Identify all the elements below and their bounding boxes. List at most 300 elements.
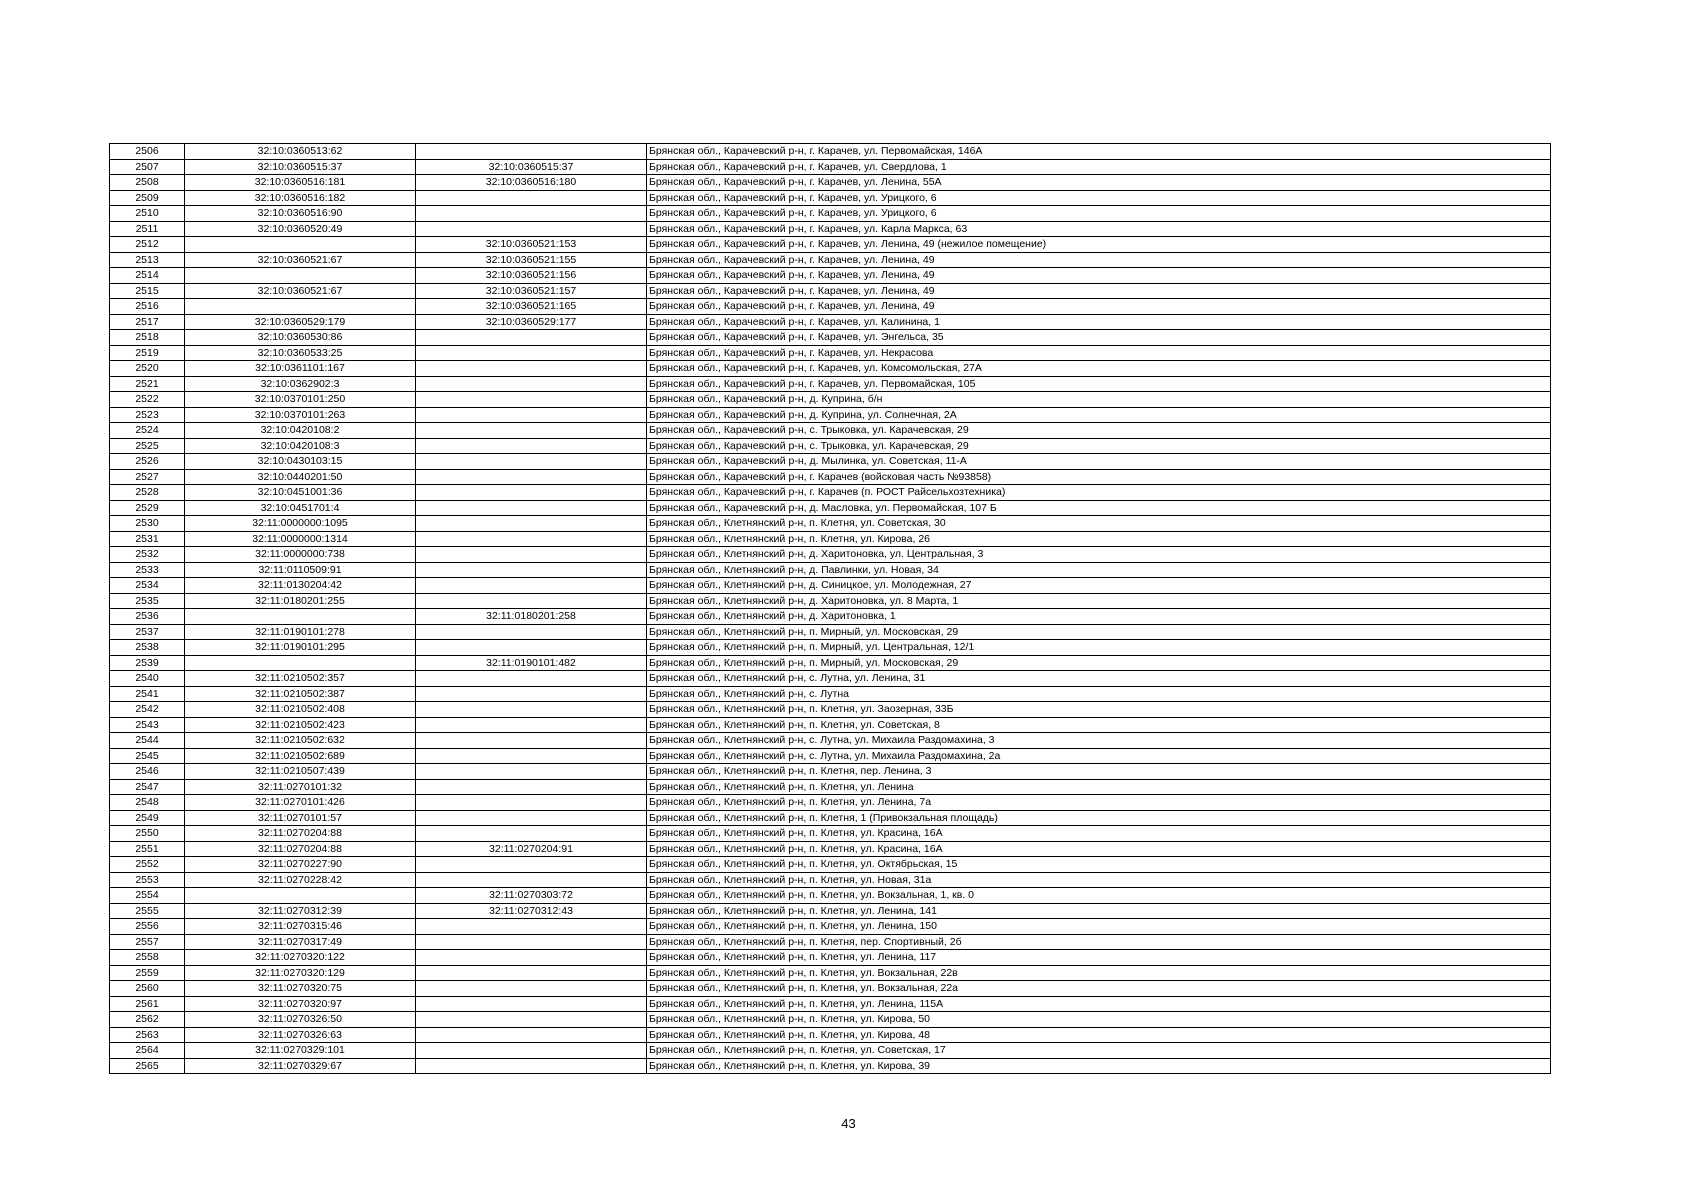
object-cadastral-number-cell [416,190,647,206]
object-cadastral-number-cell: 32:11:0270312:43 [416,903,647,919]
table-row [110,516,1551,532]
cadastral-number-cell [185,299,416,315]
table-row [110,857,1551,873]
cadastral-number-cell: 32:11:0270204:88 [185,826,416,842]
address-cell: Брянская обл., Карачевский р-н, г. Карачев, ул. Калинина, 1 [647,314,1551,330]
address-cell: Брянская обл., Карачевский р-н, г. Карачев, ул. Урицкого, 6 [647,190,1551,206]
address-cell: Брянская обл., Клетнянский р-н, с. Лутна, ул. Ленина, 31 [647,671,1551,687]
address-cell: Брянская обл., Клетнянский р-н, п. Клетня, ул. Советская, 8 [647,717,1551,733]
cadastral-number-cell: 32:11:0270326:63 [185,1027,416,1043]
table-row [110,268,1551,284]
object-cadastral-number-cell: 32:10:0360516:180 [416,175,647,191]
object-cadastral-number-cell [416,965,647,981]
object-cadastral-number-cell [416,640,647,656]
address-cell: Брянская обл., Карачевский р-н, д. Масловка, ул. Первомайская, 107 Б [647,500,1551,516]
object-cadastral-number-cell [416,795,647,811]
address-cell: Брянская обл., Карачевский р-н, г. Карачев, ул. Ленина, 55А [647,175,1551,191]
address-cell: Брянская обл., Карачевский р-н, д. Куприна, б/н [647,392,1551,408]
address-cell: Брянская обл., Клетнянский р-н, п. Клетня, ул. Ленина, 150 [647,919,1551,935]
table-row [110,609,1551,625]
object-cadastral-number-cell [416,330,647,346]
row-number-cell: 2533 [110,562,185,578]
cadastral-number-cell: 32:10:0420108:2 [185,423,416,439]
table-row [110,655,1551,671]
cadastral-number-cell: 32:10:0370101:263 [185,407,416,423]
row-number-cell: 2563 [110,1027,185,1043]
row-number-cell: 2523 [110,407,185,423]
address-cell: Брянская обл., Карачевский р-н, г. Карачев, ул. Некрасова [647,345,1551,361]
address-cell: Брянская обл., Клетнянский р-н, с. Лутна, ул. Михаила Раздомахина, 2а [647,748,1551,764]
address-cell: Брянская обл., Клетнянский р-н, п. Клетня, ул. Красина, 16А [647,841,1551,857]
address-cell: Брянская обл., Карачевский р-н, д. Мылинка, ул. Советская, 11-А [647,454,1551,470]
address-cell: Брянская обл., Карачевский р-н, г. Карачев, ул. Ленина, 49 (нежилое помещение) [647,237,1551,253]
table-row [110,764,1551,780]
table-row [110,934,1551,950]
table-row [110,547,1551,563]
cadastral-number-cell: 32:11:0270101:57 [185,810,416,826]
object-cadastral-number-cell [416,810,647,826]
table-row [110,423,1551,439]
cadastral-number-cell: 32:10:0360515:37 [185,159,416,175]
cadastral-number-cell: 32:11:0270101:426 [185,795,416,811]
table-row [110,392,1551,408]
row-number-cell: 2555 [110,903,185,919]
table-row [110,919,1551,935]
row-number-cell: 2510 [110,206,185,222]
table-row [110,1012,1551,1028]
cadastral-number-cell: 32:10:0370101:250 [185,392,416,408]
cadastral-number-cell: 32:11:0210502:689 [185,748,416,764]
cadastral-number-cell: 32:10:0420108:3 [185,438,416,454]
cadastral-number-cell: 32:11:0270227:90 [185,857,416,873]
address-cell: Брянская обл., Клетнянский р-н, п. Клетня, ул. Новая, 31а [647,872,1551,888]
address-cell: Брянская обл., Клетнянский р-н, п. Клетня, ул. Кирова, 48 [647,1027,1551,1043]
cadastral-number-cell: 32:11:0210507:439 [185,764,416,780]
row-number-cell: 2559 [110,965,185,981]
table-row [110,190,1551,206]
address-cell: Брянская обл., Клетнянский р-н, п. Клетня, ул. Вокзальная, 1, кв. 0 [647,888,1551,904]
table-row [110,593,1551,609]
object-cadastral-number-cell [416,376,647,392]
row-number-cell: 2508 [110,175,185,191]
row-number-cell: 2535 [110,593,185,609]
address-cell: Брянская обл., Клетнянский р-н, п. Клетня, ул. Советская, 30 [647,516,1551,532]
object-cadastral-number-cell [416,764,647,780]
table-row [110,500,1551,516]
object-cadastral-number-cell [416,702,647,718]
table-row [110,733,1551,749]
address-cell: Брянская обл., Клетнянский р-н, п. Клетня, ул. Красина, 16А [647,826,1551,842]
address-cell: Брянская обл., Клетнянский р-н, п. Клетня, ул. Ленина, 141 [647,903,1551,919]
row-number-cell: 2521 [110,376,185,392]
row-number-cell: 2534 [110,578,185,594]
table-row [110,221,1551,237]
cadastral-number-cell: 32:10:0360521:67 [185,283,416,299]
cadastral-number-cell [185,888,416,904]
cadastral-number-cell: 32:10:0360530:86 [185,330,416,346]
address-cell: Брянская обл., Карачевский р-н, д. Куприна, ул. Солнечная, 2А [647,407,1551,423]
object-cadastral-number-cell [416,996,647,1012]
address-cell: Брянская обл., Клетнянский р-н, д. Синицкое, ул. Молодежная, 27 [647,578,1551,594]
row-number-cell: 2565 [110,1058,185,1074]
table-row [110,144,1551,160]
registry-table-body [110,144,1551,1074]
row-number-cell: 2538 [110,640,185,656]
object-cadastral-number-cell [416,1043,647,1059]
cadastral-number-cell: 32:11:0000000:1314 [185,531,416,547]
cadastral-number-cell: 32:11:0270204:88 [185,841,416,857]
table-row [110,469,1551,485]
row-number-cell: 2528 [110,485,185,501]
object-cadastral-number-cell: 32:10:0360521:165 [416,299,647,315]
cadastral-number-cell: 32:10:0360533:25 [185,345,416,361]
object-cadastral-number-cell [416,593,647,609]
address-cell: Брянская обл., Клетнянский р-н, д. Харитоновка, ул. 8 Марта, 1 [647,593,1551,609]
row-number-cell: 2515 [110,283,185,299]
row-number-cell: 2540 [110,671,185,687]
address-cell: Брянская обл., Карачевский р-н, с. Трыковка, ул. Карачевская, 29 [647,423,1551,439]
object-cadastral-number-cell [416,748,647,764]
address-cell: Брянская обл., Клетнянский р-н, д. Харитоновка, 1 [647,609,1551,625]
address-cell: Брянская обл., Карачевский р-н, г. Карачев, ул. Ленина, 49 [647,252,1551,268]
row-number-cell: 2564 [110,1043,185,1059]
table-row [110,175,1551,191]
row-number-cell: 2519 [110,345,185,361]
address-cell: Брянская обл., Карачевский р-н, г. Карачев, ул. Первомайская, 105 [647,376,1551,392]
address-cell: Брянская обл., Клетнянский р-н, п. Мирный, ул. Московская, 29 [647,655,1551,671]
object-cadastral-number-cell [416,671,647,687]
table-row [110,996,1551,1012]
table-row [110,640,1551,656]
row-number-cell: 2558 [110,950,185,966]
cadastral-number-cell: 32:11:0210502:387 [185,686,416,702]
row-number-cell: 2520 [110,361,185,377]
address-cell: Брянская обл., Клетнянский р-н, п. Клетня, пер. Спортивный, 2б [647,934,1551,950]
row-number-cell: 2550 [110,826,185,842]
object-cadastral-number-cell [416,857,647,873]
cadastral-number-cell: 32:11:0000000:738 [185,547,416,563]
object-cadastral-number-cell [416,516,647,532]
row-number-cell: 2514 [110,268,185,284]
table-row [110,562,1551,578]
address-cell: Брянская обл., Клетнянский р-н, п. Клетня, ул. Заозерная, 33Б [647,702,1551,718]
object-cadastral-number-cell [416,454,647,470]
table-row [110,283,1551,299]
address-cell: Брянская обл., Клетнянский р-н, п. Клетня, ул. Ленина, 115А [647,996,1551,1012]
address-cell: Брянская обл., Клетнянский р-н, п. Клетня, ул. Кирова, 26 [647,531,1551,547]
cadastral-number-cell: 32:11:0210502:632 [185,733,416,749]
cadastral-number-cell: 32:10:0440201:50 [185,469,416,485]
table-row [110,702,1551,718]
table-row [110,841,1551,857]
row-number-cell: 2562 [110,1012,185,1028]
cadastral-number-cell: 32:11:0270326:50 [185,1012,416,1028]
object-cadastral-number-cell [416,624,647,640]
cadastral-number-cell: 32:11:0270320:75 [185,981,416,997]
row-number-cell: 2532 [110,547,185,563]
cadastral-number-cell: 32:11:0210502:408 [185,702,416,718]
row-number-cell: 2529 [110,500,185,516]
table-row [110,438,1551,454]
row-number-cell: 2513 [110,252,185,268]
object-cadastral-number-cell [416,500,647,516]
address-cell: Брянская обл., Клетнянский р-н, д. Павлинки, ул. Новая, 34 [647,562,1551,578]
row-number-cell: 2544 [110,733,185,749]
address-cell: Брянская обл., Клетнянский р-н, с. Лутна, ул. Михаила Раздомахина, 3 [647,733,1551,749]
table-row [110,795,1551,811]
cadastral-number-cell: 32:11:0190101:295 [185,640,416,656]
object-cadastral-number-cell: 32:11:0270303:72 [416,888,647,904]
cadastral-number-cell: 32:10:0362902:3 [185,376,416,392]
object-cadastral-number-cell [416,485,647,501]
address-cell: Брянская обл., Клетнянский р-н, с. Лутна [647,686,1551,702]
row-number-cell: 2531 [110,531,185,547]
row-number-cell: 2524 [110,423,185,439]
table-row [110,671,1551,687]
address-cell: Брянская обл., Клетнянский р-н, п. Клетня, ул. Ленина [647,779,1551,795]
cadastral-number-cell [185,609,416,625]
table-row [110,237,1551,253]
table-row [110,686,1551,702]
table-row [110,872,1551,888]
table-row [110,965,1551,981]
cadastral-number-cell: 32:11:0270329:67 [185,1058,416,1074]
cadastral-number-cell: 32:11:0180201:255 [185,593,416,609]
table-row [110,1058,1551,1074]
cadastral-number-cell: 32:11:0270312:39 [185,903,416,919]
row-number-cell: 2536 [110,609,185,625]
table-row [110,578,1551,594]
object-cadastral-number-cell: 32:10:0360521:156 [416,268,647,284]
object-cadastral-number-cell [416,438,647,454]
object-cadastral-number-cell: 32:10:0360521:153 [416,237,647,253]
address-cell: Брянская обл., Клетнянский р-н, п. Клетня, ул. Вокзальная, 22в [647,965,1551,981]
object-cadastral-number-cell [416,826,647,842]
cadastral-number-cell: 32:11:0130204:42 [185,578,416,594]
row-number-cell: 2526 [110,454,185,470]
row-number-cell: 2556 [110,919,185,935]
row-number-cell: 2560 [110,981,185,997]
row-number-cell: 2537 [110,624,185,640]
table-row [110,950,1551,966]
table-row [110,748,1551,764]
object-cadastral-number-cell [416,361,647,377]
object-cadastral-number-cell: 32:10:0360529:177 [416,314,647,330]
object-cadastral-number-cell [416,950,647,966]
page-number: 43 [841,1116,856,1131]
address-cell: Брянская обл., Клетнянский р-н, п. Клетня, ул. Кирова, 39 [647,1058,1551,1074]
object-cadastral-number-cell [416,345,647,361]
table-row [110,314,1551,330]
object-cadastral-number-cell [416,144,647,160]
cadastral-number-cell: 32:10:0451001:36 [185,485,416,501]
table-row [110,252,1551,268]
row-number-cell: 2522 [110,392,185,408]
table-row [110,810,1551,826]
cadastral-number-cell: 32:11:0270317:49 [185,934,416,950]
object-cadastral-number-cell [416,919,647,935]
row-number-cell: 2546 [110,764,185,780]
cadastral-number-cell: 32:11:0210502:357 [185,671,416,687]
table-row [110,779,1551,795]
row-number-cell: 2506 [110,144,185,160]
cadastral-number-cell: 32:10:0360516:182 [185,190,416,206]
object-cadastral-number-cell [416,1012,647,1028]
object-cadastral-number-cell: 32:11:0190101:482 [416,655,647,671]
cadastral-number-cell [185,655,416,671]
row-number-cell: 2512 [110,237,185,253]
object-cadastral-number-cell [416,423,647,439]
row-number-cell: 2551 [110,841,185,857]
row-number-cell: 2552 [110,857,185,873]
row-number-cell: 2525 [110,438,185,454]
object-cadastral-number-cell [416,686,647,702]
object-cadastral-number-cell [416,733,647,749]
address-cell: Брянская обл., Клетнянский р-н, д. Харитоновка, ул. Центральная, 3 [647,547,1551,563]
table-row [110,981,1551,997]
address-cell: Брянская обл., Карачевский р-н, г. Карачев, ул. Первомайская, 146А [647,144,1551,160]
object-cadastral-number-cell [416,717,647,733]
cadastral-number-cell: 32:10:0361101:167 [185,361,416,377]
cadastral-number-cell: 32:10:0451701:4 [185,500,416,516]
cadastral-number-cell: 32:11:0190101:278 [185,624,416,640]
object-cadastral-number-cell [416,531,647,547]
address-cell: Брянская обл., Карачевский р-н, г. Карачев, ул. Свердлова, 1 [647,159,1551,175]
row-number-cell: 2517 [110,314,185,330]
address-cell: Брянская обл., Карачевский р-н, г. Карачев, ул. Карла Маркса, 63 [647,221,1551,237]
address-cell: Брянская обл., Карачевский р-н, г. Карачев, ул. Ленина, 49 [647,283,1551,299]
object-cadastral-number-cell [416,221,647,237]
object-cadastral-number-cell: 32:11:0180201:258 [416,609,647,625]
cadastral-number-cell: 32:11:0110509:91 [185,562,416,578]
cadastral-number-cell: 32:11:0270320:122 [185,950,416,966]
cadastral-number-cell [185,237,416,253]
table-row [110,159,1551,175]
cadastral-number-cell: 32:10:0360521:67 [185,252,416,268]
table-row [110,485,1551,501]
table-row [110,407,1551,423]
cadastral-number-cell: 32:10:0360516:90 [185,206,416,222]
row-number-cell: 2511 [110,221,185,237]
row-number-cell: 2518 [110,330,185,346]
cadastral-number-cell: 32:10:0360513:62 [185,144,416,160]
table-row [110,624,1551,640]
address-cell: Брянская обл., Клетнянский р-н, п. Клетня, ул. Вокзальная, 22а [647,981,1551,997]
address-cell: Брянская обл., Карачевский р-н, г. Карачев (войсковая часть №93858) [647,469,1551,485]
object-cadastral-number-cell [416,407,647,423]
cadastral-number-cell [185,268,416,284]
row-number-cell: 2541 [110,686,185,702]
object-cadastral-number-cell [416,547,647,563]
table-row [110,345,1551,361]
table-row [110,361,1551,377]
object-cadastral-number-cell [416,1027,647,1043]
row-number-cell: 2516 [110,299,185,315]
address-cell: Брянская обл., Клетнянский р-н, п. Клетня, ул. Октябрьская, 15 [647,857,1551,873]
table-row [110,531,1551,547]
cadastral-number-cell: 32:11:0270101:32 [185,779,416,795]
table-row [110,299,1551,315]
object-cadastral-number-cell [416,392,647,408]
cadastral-number-cell: 32:11:0000000:1095 [185,516,416,532]
object-cadastral-number-cell: 32:10:0360521:157 [416,283,647,299]
address-cell: Брянская обл., Клетнянский р-н, п. Клетня, ул. Советская, 17 [647,1043,1551,1059]
row-number-cell: 2554 [110,888,185,904]
object-cadastral-number-cell [416,469,647,485]
address-cell: Брянская обл., Клетнянский р-н, п. Клетня, пер. Ленина, 3 [647,764,1551,780]
row-number-cell: 2527 [110,469,185,485]
table-row [110,826,1551,842]
address-cell: Брянская обл., Карачевский р-н, г. Карачев, ул. Урицкого, 6 [647,206,1551,222]
address-cell: Брянская обл., Карачевский р-н, г. Карачев (п. РОСТ Райсельхозтехника) [647,485,1551,501]
address-cell: Брянская обл., Клетнянский р-н, п. Клетня, ул. Ленина, 117 [647,950,1551,966]
cadastral-number-cell: 32:11:0270315:46 [185,919,416,935]
row-number-cell: 2561 [110,996,185,1012]
row-number-cell: 2548 [110,795,185,811]
row-number-cell: 2543 [110,717,185,733]
registry-table [109,143,1551,1074]
address-cell: Брянская обл., Карачевский р-н, г. Карачев, ул. Ленина, 49 [647,268,1551,284]
table-row [110,376,1551,392]
object-cadastral-number-cell [416,981,647,997]
row-number-cell: 2507 [110,159,185,175]
cadastral-number-cell: 32:10:0360516:181 [185,175,416,191]
address-cell: Брянская обл., Карачевский р-н, г. Карачев, ул. Энгельса, 35 [647,330,1551,346]
table-row [110,888,1551,904]
object-cadastral-number-cell [416,872,647,888]
object-cadastral-number-cell [416,779,647,795]
row-number-cell: 2547 [110,779,185,795]
cadastral-number-cell: 32:10:0360520:49 [185,221,416,237]
address-cell: Брянская обл., Клетнянский р-н, п. Мирный, ул. Центральная, 12/1 [647,640,1551,656]
cadastral-number-cell: 32:11:0270228:42 [185,872,416,888]
table-row [110,717,1551,733]
cadastral-number-cell: 32:11:0270320:97 [185,996,416,1012]
object-cadastral-number-cell [416,562,647,578]
address-cell: Брянская обл., Клетнянский р-н, п. Клетня, 1 (Привокзальная площадь) [647,810,1551,826]
row-number-cell: 2539 [110,655,185,671]
address-cell: Брянская обл., Клетнянский р-н, п. Клетня, ул. Ленина, 7а [647,795,1551,811]
cadastral-number-cell: 32:11:0270320:129 [185,965,416,981]
cadastral-number-cell: 32:10:0430103:15 [185,454,416,470]
table-row [110,903,1551,919]
table-row [110,206,1551,222]
object-cadastral-number-cell: 32:11:0270204:91 [416,841,647,857]
table-row [110,330,1551,346]
cadastral-number-cell: 32:11:0210502:423 [185,717,416,733]
table-row [110,1043,1551,1059]
address-cell: Брянская обл., Клетнянский р-н, п. Мирный, ул. Московская, 29 [647,624,1551,640]
address-cell: Брянская обл., Карачевский р-н, г. Карачев, ул. Ленина, 49 [647,299,1551,315]
cadastral-number-cell: 32:10:0360529:179 [185,314,416,330]
address-cell: Брянская обл., Карачевский р-н, с. Трыковка, ул. Карачевская, 29 [647,438,1551,454]
object-cadastral-number-cell: 32:10:0360521:155 [416,252,647,268]
row-number-cell: 2530 [110,516,185,532]
table-row [110,1027,1551,1043]
object-cadastral-number-cell [416,578,647,594]
row-number-cell: 2553 [110,872,185,888]
object-cadastral-number-cell: 32:10:0360515:37 [416,159,647,175]
object-cadastral-number-cell [416,934,647,950]
row-number-cell: 2509 [110,190,185,206]
row-number-cell: 2549 [110,810,185,826]
object-cadastral-number-cell [416,206,647,222]
address-cell: Брянская обл., Карачевский р-н, г. Карачев, ул. Комсомольская, 27А [647,361,1551,377]
cadastral-number-cell: 32:11:0270329:101 [185,1043,416,1059]
row-number-cell: 2542 [110,702,185,718]
row-number-cell: 2545 [110,748,185,764]
address-cell: Брянская обл., Клетнянский р-н, п. Клетня, ул. Кирова, 50 [647,1012,1551,1028]
